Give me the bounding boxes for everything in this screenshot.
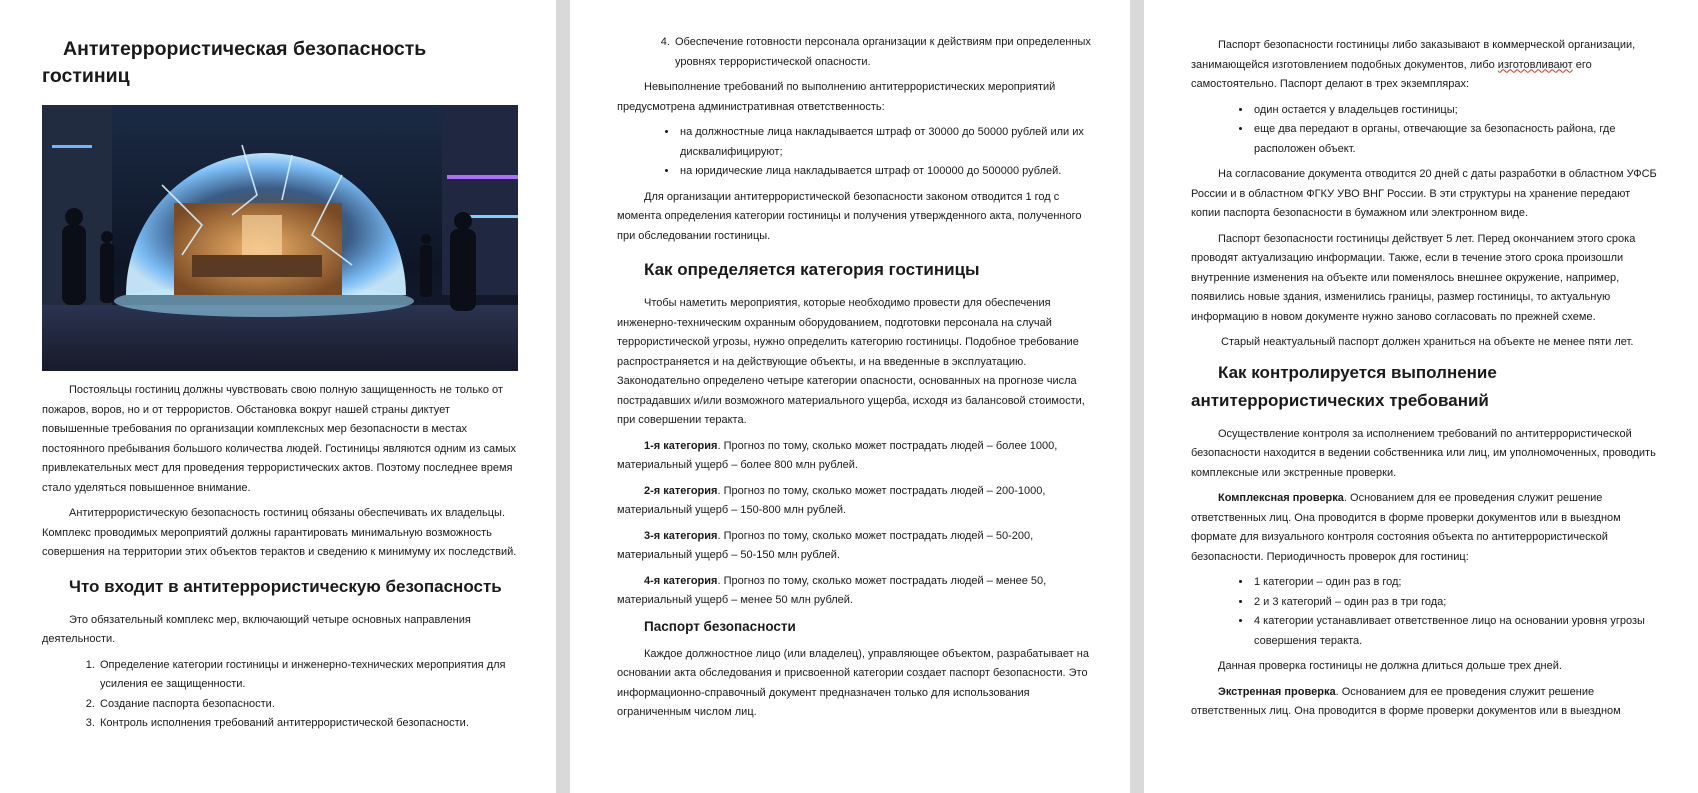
intro-paragraph: Постояльцы гостиниц должны чувствовать свою полную защищенность не только от пожаров, воров, но и от террористов. Обстановка вокруг нашей страны диктует повышенные требования по организации комплексных мер безопасности в местах постоянного пребывания большого количества людей. Гостиницы являются одним из самых привлекательных мест для проведения террористических актов. Поэтому последнее время стало уделяться повышенное внимание. [42,384,517,494]
frequency-list [1191,573,1658,651]
list-item: • один остается у владельцев гостиницы; [1252,101,1658,121]
page-gutter [556,0,570,793]
list-item: 1. Определение категории гостиницы и инженерно-технических мероприятия для усиления ее защищенности. [98,656,518,695]
owners-paragraph: Антитеррористическую безопасность гостиниц обязаны обеспечивать их владельцы. Комплекс проводимых мероприятий должны гарантировать минимальную возможность совершения на территории этих объектов терактов и сведению к минимуму их последствий. [42,507,517,558]
emergency-check-paragraph: Экстренная проверка. Основанием для ее проведения служит решение ответственных лиц. Она проводится в форме проверки документов или в выездном [1191,685,1621,717]
list-item: • 2 и 3 категорий – один раз в три года; [1252,593,1658,613]
complex-check-paragraph: Комплексная проверка. Основанием для ее проведения служит решение ответственных лиц. Она проводится в форме проверки документов или в выездном формате для визуального контроля состояния объекта по антитеррористической безопасности. Периодичность проверок для гостиниц: [1191,492,1621,563]
list-item: 3. Контроль исполнения требований антитеррористической безопасности. [98,714,518,734]
category-2: 2-я категория. Прогноз по тому, сколько может пострадать людей – 200-1000, материальный ущерб – 150-800 млн рублей. [617,484,1046,516]
document-page-3[interactable] [1144,0,1698,793]
category-3: 3-я категория. Прогноз по тому, сколько может пострадать людей – 50-200, материальный ущерб – 50-150 млн рублей. [617,529,1034,561]
document-page-1[interactable] [0,0,556,793]
list-item: • 1 категории – один раз в год; [1252,573,1658,593]
list-item: 2. Создание паспорта безопасности. [98,695,518,715]
passport-paragraph: Каждое должностное лицо (или владелец), управляющее объектом, разрабатывает на основании акта обследования и присвоенной категории создает паспорт безопасности. Это информационно-справочный документ предназначен только для использования ограниченным числом лиц. [617,647,1089,718]
copies-list [1191,101,1658,160]
old-passport-paragraph: Старый неактуальный паспорт должен храниться на объекте не менее пяти лет. [1221,336,1634,348]
measures-list-continued [617,33,1102,72]
list-item: • 4 категории устанавливает ответственное лицо на основании уровня угрозы совершения теракта. [1252,612,1658,651]
page-gutter [1130,0,1144,793]
liability-paragraph: Невыполнение требований по выполнению антитеррористических мероприятий предусмотрена административная ответственность: [617,81,1056,113]
spellcheck-error-word[interactable]: изготовливают [1497,58,1573,71]
category-4: 4-я категория. Прогноз по тому, сколько может пострадать людей – менее 50, материальный ущерб – менее 50 млн рублей. [617,574,1047,606]
dome-hotel-image [42,105,518,371]
validity-paragraph: Паспорт безопасности гостиницы действует 5 лет. Перед окончанием этого срока проводят актуализацию информации. Также, если в течение этого срока произошли внутренние изменения на объекте или поменялось внешнее окружение, например, появились новые здания, изменились границы, размер гостиницы, то актуальную информацию в новом документе нужно заново согласовать по прежней схеме. [1191,232,1636,323]
control-paragraph: Осуществление контроля за исполнением требований по антитеррористической безопасности находится в ведении собственника или лиц, им уполномоченных, проводить комплексные или экстренные проверки. [1191,427,1656,479]
document-title: Антитеррористическая безопасность гостиниц [42,38,427,87]
list-item: • на юридические лица накладывается штраф от 100000 до 500000 рублей. [678,162,1102,182]
duration-paragraph: Данная проверка гостиницы не должна длиться дольше трех дней. [1218,660,1562,672]
list-item: • на должностные лица накладывается штраф от 30000 до 50000 рублей или их дисквалифицируют; [678,123,1102,162]
fines-list [617,123,1102,182]
passport-order-paragraph: Паспорт безопасности гостиницы либо заказывают в коммерческой организации, занимающейся изготовлением подобных документов, либо изготовливают его самостоятельно. Паспорт делают в трех экземплярах: [1191,39,1636,90]
hotel-security-illustration [42,105,518,371]
approval-paragraph: На согласование документа отводится 20 дней с даты разработки в областном УФСБ России и в областном ФГКУ УВО ВНГ России. В эти структуры на хранение передают копии паспорта безопасности в бумажном или электронном виде. [1191,168,1657,219]
measures-paragraph: Это обязательный комплекс мер, включающий четыре основных направления деятельности. [42,613,471,645]
section-heading-category: Как определяется категория гостиницы [644,260,980,279]
section-heading-control: Как контролируется выполнение антитеррористических требований [1191,362,1497,410]
list-item: • еще два передают в органы, отвечающие за безопасность района, где расположен объект. [1252,120,1658,159]
document-page-2[interactable] [570,0,1130,793]
list-item: 4. Обеспечение готовности персонала организации к действиям при определенных уровнях террористической опасности. [673,33,1102,72]
measures-list [42,656,518,734]
deadline-paragraph: Для организации антитеррористической безопасности законом отводится 1 год с момента определения категории гостиницы и получения утвержденного акта, полученного при обследовании гостиницы. [617,190,1082,242]
section-heading-what-included: Что входит в антитеррористическую безопасность [69,576,502,596]
section-heading-passport: Паспорт безопасности [644,618,796,634]
category-1: 1-я категория. Прогноз по тому, сколько может пострадать людей – более 1000, материальный ущерб – более 800 млн рублей. [617,439,1058,471]
category-paragraph: Чтобы наметить мероприятия, которые необходимо провести для обеспечения инженерно-техническим охранным оборудованием, подготовки персонала на случай террористической угрозы, нужно определить категорию гостиницы. Подобное требование распространяется и на действующие объекты, и на введенные в эксплуатацию. Законодательно определено четыре категории опасности, основанных на прогнозе числа пострадавших и/или возможного материального ущерба, исходя из балансовой стоимости, при совершении теракта. [617,297,1085,426]
